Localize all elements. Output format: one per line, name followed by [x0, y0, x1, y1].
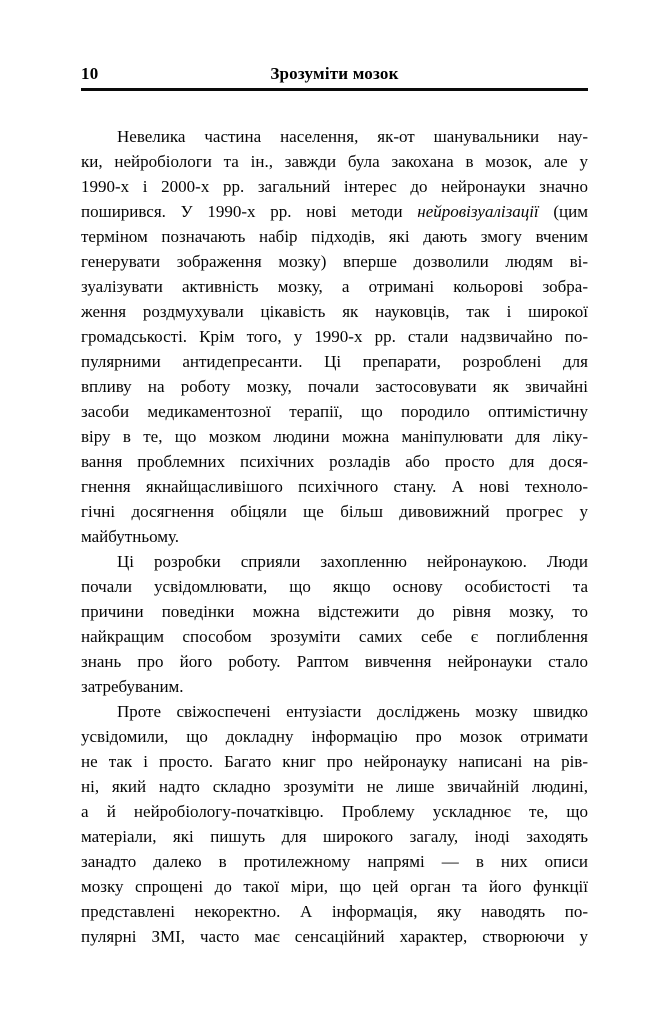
text-line: Проте свіжоспечені ентузіасти досліджень мозку швидко	[117, 702, 588, 721]
text-line: мозку спрощені до такої міри, що цей орган та його функції	[81, 877, 588, 896]
text-line: Ці розробки сприяли захопленню нейронаукою. Люди	[117, 552, 588, 571]
text-line: затребуваним.	[81, 677, 184, 696]
text-line: представлені некоректно. А інформація, яку наводять по-	[81, 902, 588, 921]
text-line: зуалізувати активність мозку, а отримані кольорові зобра-	[81, 277, 588, 296]
text-line: занадто далеко в протилежному напрямі — в них описи	[81, 852, 588, 871]
text-line: ні, який надто складно зрозуміти не лише звичайній людині,	[81, 777, 588, 796]
text-line: не так і просто. Багато книг про нейронауку написані на рів-	[81, 752, 588, 771]
text-line: гнення якнайщасливішого психічного стану. А нові техноло-	[81, 477, 588, 496]
paragraph	[81, 124, 588, 549]
text-line: впливу на роботу мозку, почали застосовувати як звичайні	[81, 377, 588, 396]
text-line: найкращим способом зрозуміти самих себе є поглиблення	[81, 627, 588, 646]
text-line: терміном позначають набір підходів, які дають змогу вченим	[81, 227, 588, 246]
text-line: матеріали, які пишуть для широкого загалу, іноді заходять	[81, 827, 588, 846]
text-line: ки, нейробіологи та ін., завжди була закохана в мозок, але у	[81, 152, 588, 171]
text-line: віру в те, що мозком людини можна маніпулювати для ліку-	[81, 427, 588, 446]
text-line: 1990-х і 2000-х рр. загальний інтерес до нейронауки значно	[81, 177, 588, 196]
text-line: ження роздмухували цікавість як науковців, так і широкої	[81, 302, 588, 321]
page-header	[81, 64, 588, 88]
text-line: пулярні ЗМІ, часто має сенсаційний характер, створюючи у	[81, 927, 588, 946]
text-line: засоби медикаментозної терапії, що породило оптимістичну	[81, 402, 588, 421]
text-line: майбутньому.	[81, 527, 180, 546]
text-line: знань про його роботу. Раптом вивчення нейронауки стало	[81, 652, 588, 671]
text-line: усвідомили, що докладну інформацію про мозок отримати	[81, 727, 588, 746]
paragraph	[81, 699, 588, 949]
text-line: причини поведінки можна відстежити до рівня мозку, то	[81, 602, 588, 621]
body-text	[81, 124, 588, 949]
text-line: громадськості. Крім того, у 1990-х рр. стали надзвичайно по-	[81, 327, 588, 346]
header-rule	[81, 88, 588, 91]
text-line: генерувати зображення мозку) вперше дозволили людям ві-	[81, 252, 588, 271]
text-line: гічні досягнення обіцяли ще більш дивовижний прогрес у	[81, 502, 588, 521]
text-line: Невелика частина населення, як-от шанувальники нау-	[117, 127, 588, 146]
text-line: пулярними антидепресанти. Ці препарати, розроблені для	[81, 352, 588, 371]
text-line: а й нейробіологу-початківцю. Проблему ускладнює те, що	[81, 802, 588, 821]
running-title: Зрозуміти мозок	[270, 64, 399, 83]
text-line: вання проблемних психічних розладів або просто для дося-	[81, 452, 588, 471]
text-line: поширився. У 1990-х рр. нові методи нейровізуалізації (цим	[81, 202, 588, 221]
paragraph	[81, 549, 588, 699]
page-number: 10	[81, 64, 99, 83]
text-line: почали усвідомлювати, що якщо основу особистості та	[81, 577, 588, 596]
